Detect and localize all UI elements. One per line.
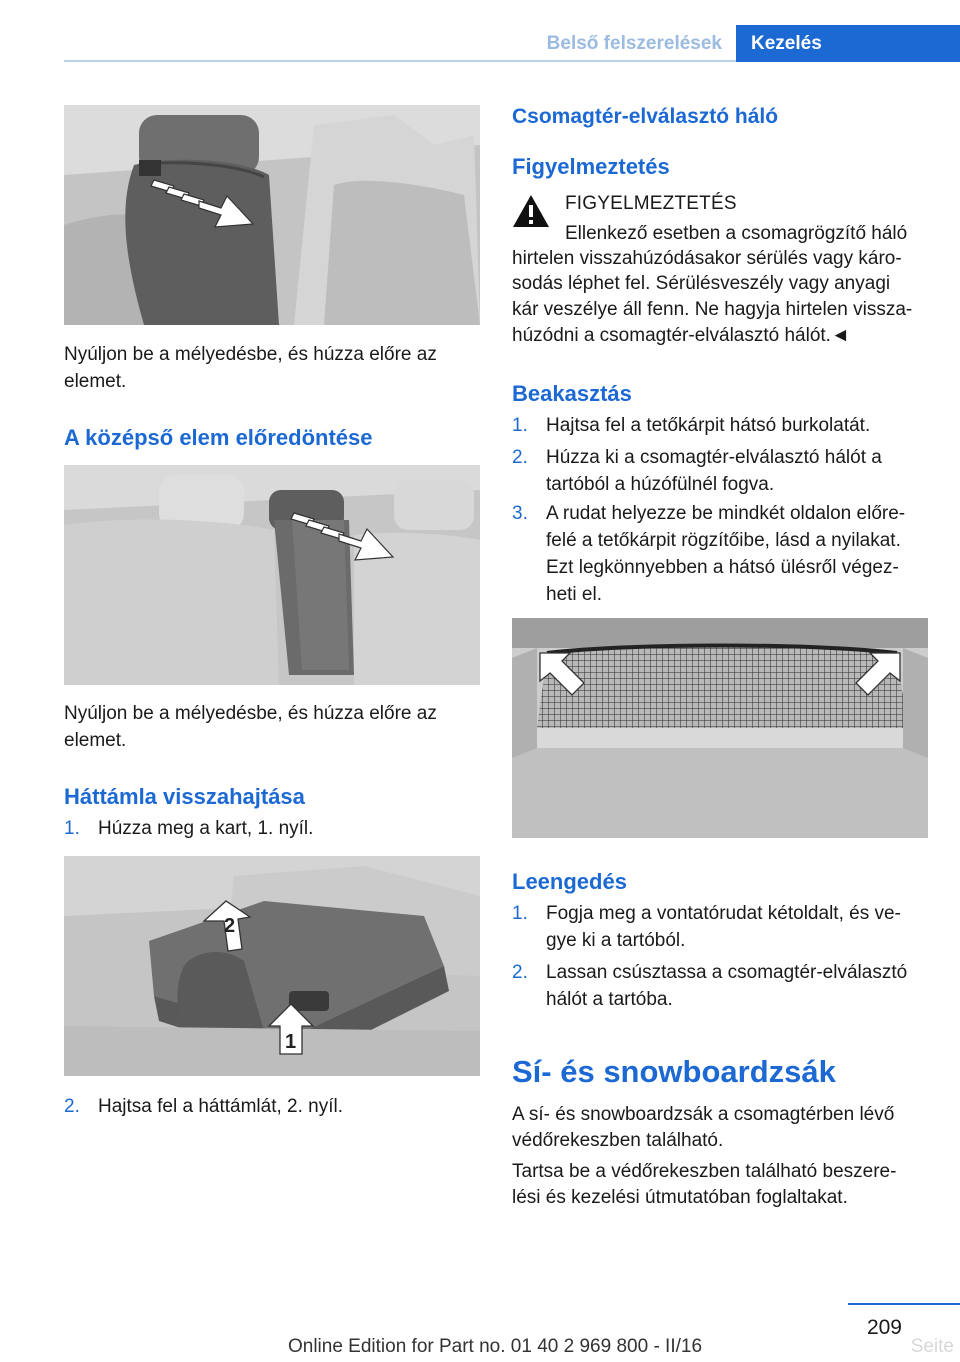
footer-rule <box>848 1303 960 1305</box>
page-number: 209 <box>866 1316 902 1339</box>
step-text: A rudat helyezze be mindkét oldalon előre- <box>546 503 906 524</box>
heading-warning: Figyelmeztetés <box>512 154 670 179</box>
list-item <box>64 815 480 842</box>
heading-backrest-fold: Háttámla visszahajtása <box>64 784 305 809</box>
heading-center-fold: A középső elem előredöntése <box>64 425 373 450</box>
step-text: Fogja meg a vontatórudat kétoldalt, és ve- <box>546 903 901 924</box>
list-item <box>512 900 928 954</box>
step-text: Húzza meg a kart, 1. nyíl. <box>98 818 314 839</box>
arrow-label-1: 1 <box>285 1031 297 1053</box>
step-text: Húzza ki a csomagtér-elválasztó hálót a <box>546 447 882 468</box>
warning-line: hirtelen visszahúzódásakor sérülés vagy káro- <box>512 248 902 269</box>
warning-title: FIGYELMEZTETÉS <box>565 193 737 214</box>
header-chapter-tab: Kezelés <box>736 25 960 62</box>
photo-backrest-lever <box>64 856 480 1076</box>
list-item <box>512 959 928 1013</box>
step-text: tartóból a húzófülnél fogva. <box>546 474 775 495</box>
list-item <box>64 1093 480 1120</box>
warning-line: húzódni a csomagtér-elválasztó hálót.◄ <box>512 325 850 346</box>
step-text: Lassan csúsztassa a csomagtér-elválasztó <box>546 962 908 983</box>
header-section-label: Belső felszerelések <box>546 33 722 54</box>
warning-line: sodás léphet fel. Sérülésveszély vagy anyagi <box>512 273 891 294</box>
step-number: 1. <box>512 903 528 924</box>
watermark: Seite <box>910 1336 954 1357</box>
list-item <box>512 444 928 498</box>
step-text: heti el. <box>546 584 602 605</box>
step-text: Ezt legkönnyebben a hátsó ülésről végez- <box>546 557 899 578</box>
photo-seat-headrest <box>64 105 480 325</box>
photo-cargo-net <box>512 618 928 838</box>
step-number: 2. <box>512 447 528 468</box>
step-number: 3. <box>512 503 528 524</box>
list-item <box>512 412 928 439</box>
heading-ski-bag: Sí- és snowboardzsák <box>512 1054 836 1089</box>
arrow-label-2: 2 <box>224 915 236 937</box>
step-number: 1. <box>64 818 80 839</box>
heading-attach: Beakasztás <box>512 381 632 406</box>
step-text: felé a tetőkárpit rögzítőibe, lásd a nyilakat. <box>546 530 901 551</box>
paragraph-line: A sí- és snowboardzsák a csomagtérben lévő <box>512 1104 895 1125</box>
step-number: 2. <box>64 1096 80 1117</box>
caption-headrest: Nyúljon be a mélyedésbe, és húzza előre az elemet. <box>64 344 437 392</box>
heading-cargo-net: Csomagtér-elválasztó háló <box>512 105 779 128</box>
warning-line: kár veszélye áll fenn. Ne hagyja hirtelen vissza- <box>512 299 913 320</box>
step-text: hálót a tartóba. <box>546 989 673 1010</box>
step-number: 2. <box>512 962 528 983</box>
warning-line: Ellenkező esetben a csomagrögzítő háló <box>565 223 908 244</box>
photo-center-section <box>64 465 480 685</box>
paragraph-line: Tartsa be a védőrekeszben található beszere- <box>512 1161 897 1182</box>
step-text: gye ki a tartóból. <box>546 930 686 951</box>
paragraph-line: lési és kezelési útmutatóban foglaltakat. <box>512 1187 848 1208</box>
warning-triangle-icon <box>512 194 550 228</box>
heading-lower: Leengedés <box>512 869 627 894</box>
footer-edition: Online Edition for Part no. 01 40 2 969 800 - II/16 <box>287 1336 703 1357</box>
step-text: Hajtsa fel a tetőkárpit hátsó burkolatát. <box>546 415 871 436</box>
step-number: 1. <box>512 415 528 436</box>
caption-center-section: Nyúljon be a mélyedésbe, és húzza előre az elemet. <box>64 703 437 751</box>
list-item <box>512 500 928 608</box>
step-text: Hajtsa fel a háttámlát, 2. nyíl. <box>98 1096 344 1117</box>
paragraph-line: védőrekeszben található. <box>512 1130 724 1151</box>
